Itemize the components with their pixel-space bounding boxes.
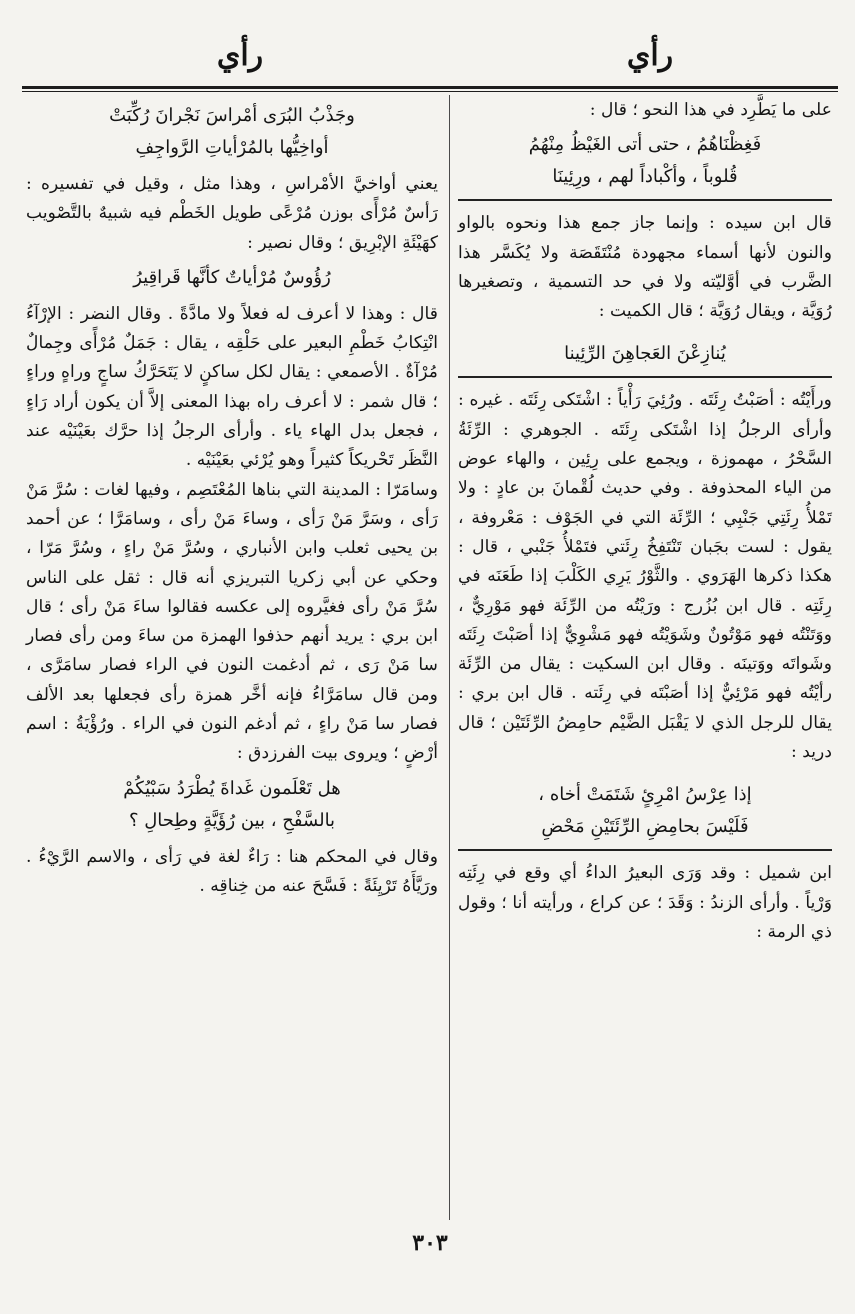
verse-line: هل تَعْلَمون غَداةَ يُطْرَدُ سَبْيُكُمْ [123, 777, 341, 799]
verse-couplet [458, 129, 832, 193]
column-divider [449, 95, 450, 1220]
paragraph: يعني أواخيَّ الأمْراسِ ، وهذا مثل ، وقيل في تفسيره : رَأسٌ مُرْأًى بوزن مُرْعًى طويل الخَطْم فيه شبيهٌ بالتَّصْويب كهَيْئَةِ الإبْرِيق ؛ وقال نصير : [26, 174, 438, 253]
verse-line: إذا عِرْسُ امْرِئٍ شَتَمَتْ أخاه ، [538, 784, 752, 806]
verse-line: أواخِيُّها بالمُرْأياتِ الرَّواجِفِ [135, 137, 329, 158]
verse-couplet [26, 773, 438, 837]
page-number: ٣٠٣ [412, 1230, 448, 1256]
paragraph: وقال في المحكم هنا : رَاءٌ لغة في رَأى ، والاسم الرَّيْءُ . ورَيَّأَهُ تَرْيِئَةً : فَسَّحَ عنه من خِناقِه . [26, 846, 438, 896]
verse-line: وجَذْبُ البُرَى أمْراسَ نَجْرانَ رُكِّبَتْ [109, 105, 355, 126]
section-separator [458, 849, 832, 851]
verse-single [458, 338, 832, 370]
header-rule-thin [22, 91, 838, 92]
right-column [458, 96, 832, 947]
verse-line: يُنازِعْنَ العَجاهِنَ الرِّئِينا [564, 343, 726, 365]
verse-line: فَغِظْنَاهُمُ ، حتى أتى الغَيْظُ مِنْهُمُ [528, 134, 762, 156]
verse-couplet [458, 779, 832, 843]
verse-single [26, 262, 438, 294]
running-header-left: رأي [216, 38, 264, 73]
paragraph: قال ابن سيده : وإنما جاز جمع هذا ونحوه بالواو والنون لأنها أسماء مجهودة مُنْتَقَصَة ولا يُكَسَّر هذا الضَّرب في أوَّليّته ولا في حد التسمية ، وتصغيرها رُوَيَّة ، ويقال رُوَيَّة ؛ قال الكميت : [458, 213, 832, 322]
section-separator [458, 376, 832, 378]
verse-line: فَلَيْسَ بحامِضِ الرِّئَتَيْنِ مَحْضِ [541, 816, 749, 838]
header-rule [22, 86, 838, 89]
verse-line: قُلوباً ، وأكْباداً لهم ، ورِئِينَا [552, 166, 738, 188]
paragraph: وسامَرّا : المدينة التي بناها المُعْتَصِم ، وفيها لغات : سُرَّ مَنْ رَأى ، وسَرَّ مَنْ رَأى ، وساءَ مَنْ رأى ، وسامَرَّا ؛ عن أحمد بن يحيى ثعلب وابن الأنباري ، وسُرَّ مَنْ راءٍ ، وسُرَّ مَرّا ، وحكي عن أبي زكريا التبريزي أنه قال : ثقل على الناس سُرَّ مَنْ رأى فغيَّروه إلى عكسه فقالوا ساءَ مَنْ رأى ؛ قال ابن بري : يريد أنهم حذفوا الهمزة من ساءَ ومن رأى فصار سا مَنْ رَى ، ثم أدغمت النون في الراء فصار سامَرَّى ، ومن قال سامَرَّاءُ فإنه أخَّر همزة رأى فجعلها بعد الألف فصار سا مَنْ راءٍ ، ثم أدغم النون في الراء . ورُؤْيَةُ : اسم أرْضٍ ؛ ويروى بيت الفرزدق : [26, 479, 438, 764]
verse-couplet [26, 100, 438, 164]
paragraph: ورأَيْتُه : أصَبْتُ رِئَتَه . ورُئِيَ رَأْياً : اشْتَكى رِئَتَه . غيره : وأرأى الرجلُ إذا اشْتَكى رِئَتَه . الجوهري : الرِّئَةُ السَّحْرُ ، مهموزة ، ويجمع على رِئِين ، والهاء عوض من الياء المحذوفة . وفي حديث لُقْمانَ بن عادٍ : ولا تَمْلأُ رِئَتِي جَنْبِي ؛ الرِّئَة التي في الجَوْف : مَعْروفة ، يقول : لست بجَبان تَنْتَفِخُ رِئَتي فتَمْلأُ جَنْبي ، قال : هكذا ذكرها الهَرَوي . والثَّوْرُ يَرِي الكَلْبَ إذا طَعَنَه في رِئَتِه . قال ابن بُزُرج : ورَيْتُه من الرِّئَة فهو مَوْرِيٌّ ، ووَتَنْتُه فهو مَوْتُونٌ وشَوَيْتُه فهو مَشْوِيٌّ إذا أصَبْتَ رِئَتَه وشَواتَه ووَتينَه . وقال ابن السكيت : يقال من الرِّئَة رأيْتُه فهو مَرْئِيٌّ إذا أصَبْتَه في رِئَته . قال ابن بري : يقال للرجل الذي لا يَقْبَل الضَّيْم حامِضُ الرِّئَتَيْن ؛ قال دريد : [458, 390, 832, 763]
intro-line: على ما يَطَّرِد في هذا النحو ؛ قال : [589, 100, 832, 120]
paragraph: ابن شميل : وقد وَرَى البعيرُ الداءُ أي وقع في رِئَتِه وَرْياً . وأرأى الزندُ : وَقَدَ ؛ عن كراع ، ورأيته أنا ؛ وقول ذي الرمة : [458, 863, 832, 942]
verse-line: رُؤُوسٌ مُرْأياتٌ كأنَّها قَراقِيرُ [133, 266, 331, 288]
left-column [26, 96, 438, 901]
running-header-right: رأي [626, 38, 674, 73]
paragraph: قال : وهذا لا أعرف له فعلاً ولا مادَّةً . وقال النضر : الإرْآءُ انْتِكابُ خَطْمِ البعير على حَلْقِه ، يقال : جَمَلٌ مُرْأًى وجِمالٌ مُرْآةٌ . الأصمعي : يقال لكل ساكنٍ لا يَتَحَرَّكُ ساجٍ وراهٍ وراءٍ ؛ قال شمر : لا أعرف راه بهذا المعنى إلاَّ أن يكون أراد رَاءٍ ، فجعل بدل الهاء ياء . وأرأى الرجلُ إذا حرَّك بعَيْنَيْه عند النَّظَر تَحْريكاً كثيراً وهو يُرْئي بعَيْنَيْه . [26, 303, 438, 471]
section-separator [458, 199, 832, 201]
verse-line: بالسَّفْحِ ، بين رُؤَيَّةٍ وطِحالِ ؟ [128, 809, 336, 831]
